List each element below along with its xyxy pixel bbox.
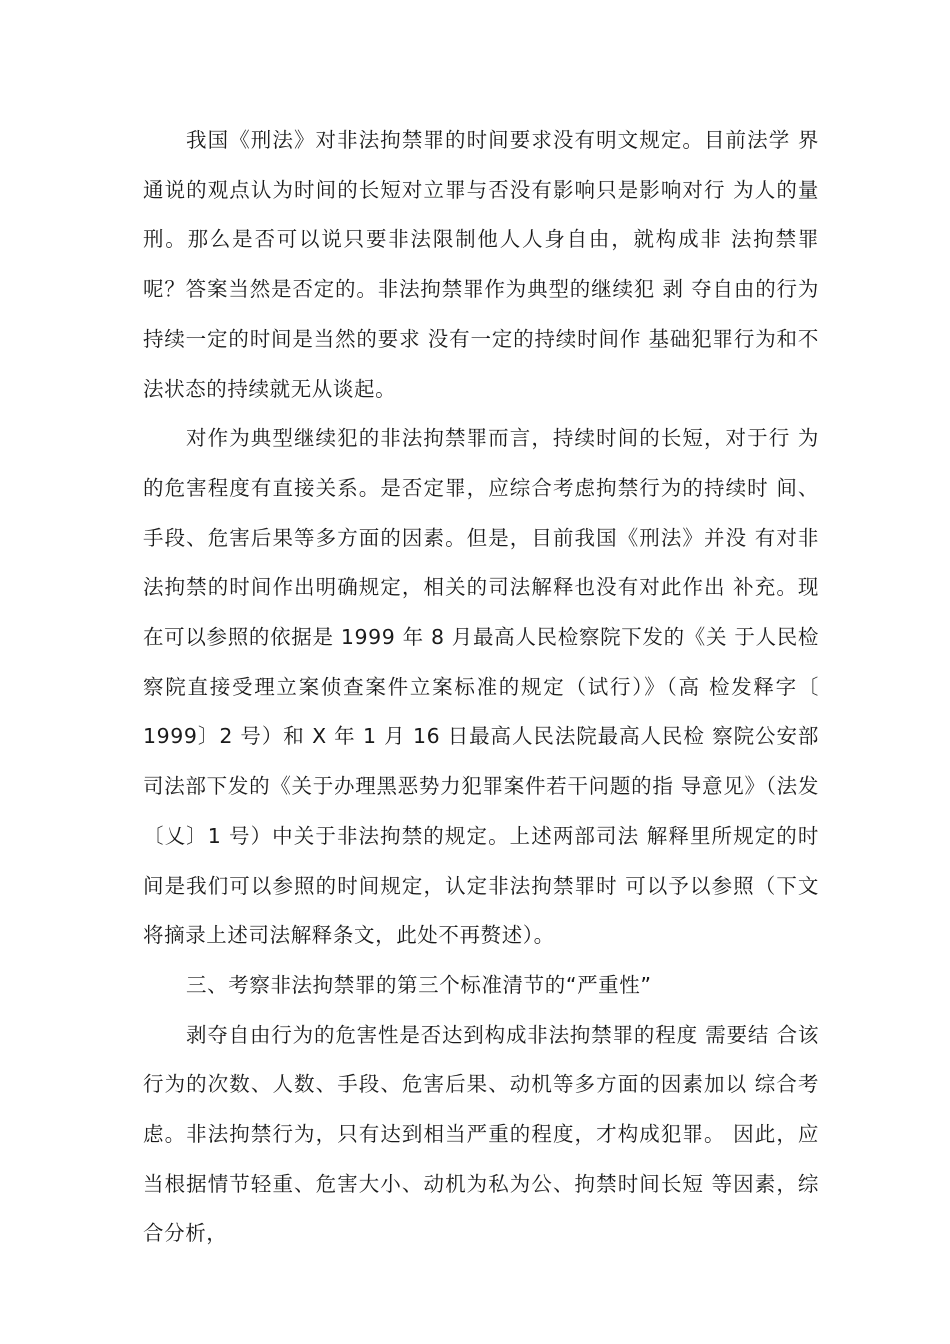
section-heading: 三、考察非法拘禁罪的第三个标准清节的“严重性” bbox=[186, 972, 652, 997]
paragraph-2: 对作为典型继续犯的非法拘禁罪而言，持续时间的长短，对于行 为的危害程度有直接关系。是否定罪，应综合考虑拘禁行为的持续时 间、手段、危害后果等多方面的因素。但是，目前我国《刑法》并没 有对非法拘禁的时间作出明确规定，相关的司法解释也没有对此作出 补充。现在可以参照的依据是 1999 年 8 月最高人民检察院下发的《关 于人民检察院直接受理立案侦查案件立案标准的规定（试行）》（高 检发释字〔 1999〕2 号）和 X 年 1 月 16 日最高人民法院最高人民检 察院公安部司法部下发的《关于办理黑恶势力犯罪案件若干问题的指 导意见》（法发〔乂〕1 号）中关于非法拘禁的规定。上述两部司法 解释里所规定的时间是我们可以参照的时间规定，认定非法拘禁罪时 可以予以参照（下文将摘录上述司法解释条文，此处不再赘述）。 bbox=[143, 426, 819, 948]
document-body bbox=[143, 116, 819, 1259]
paragraph-3: 剥夺自由行为的危害性是否达到构成非法拘禁罪的程度 需要结 合该行为的次数、人数、手段、危害后果、动机等多方面的因素加以 综合考虑。非法拘禁行为，只有达到相当严重的程度，才构成犯罪。 因此，应当根据情节轻重、危害大小、动机为私为公、拘禁时间长短 等因素，综合分析， bbox=[143, 1022, 819, 1246]
paragraph-1: 我国《刑法》对非法拘禁罪的时间要求没有明文规定。目前法学 界通说的观点认为时间的长短对立罪与否没有影响只是影响对行 为人的量刑。那么是否可以说只要非法限制他人人身自由，就构成非 法拘禁罪呢？答案当然是否定的。非法拘禁罪作为典型的继续犯 剥 夺自由的行为持续一定的时间是当然的要求 没有一定的持续时间作 基础犯罪行为和不法状态的持续就无从谈起。 bbox=[143, 128, 819, 401]
